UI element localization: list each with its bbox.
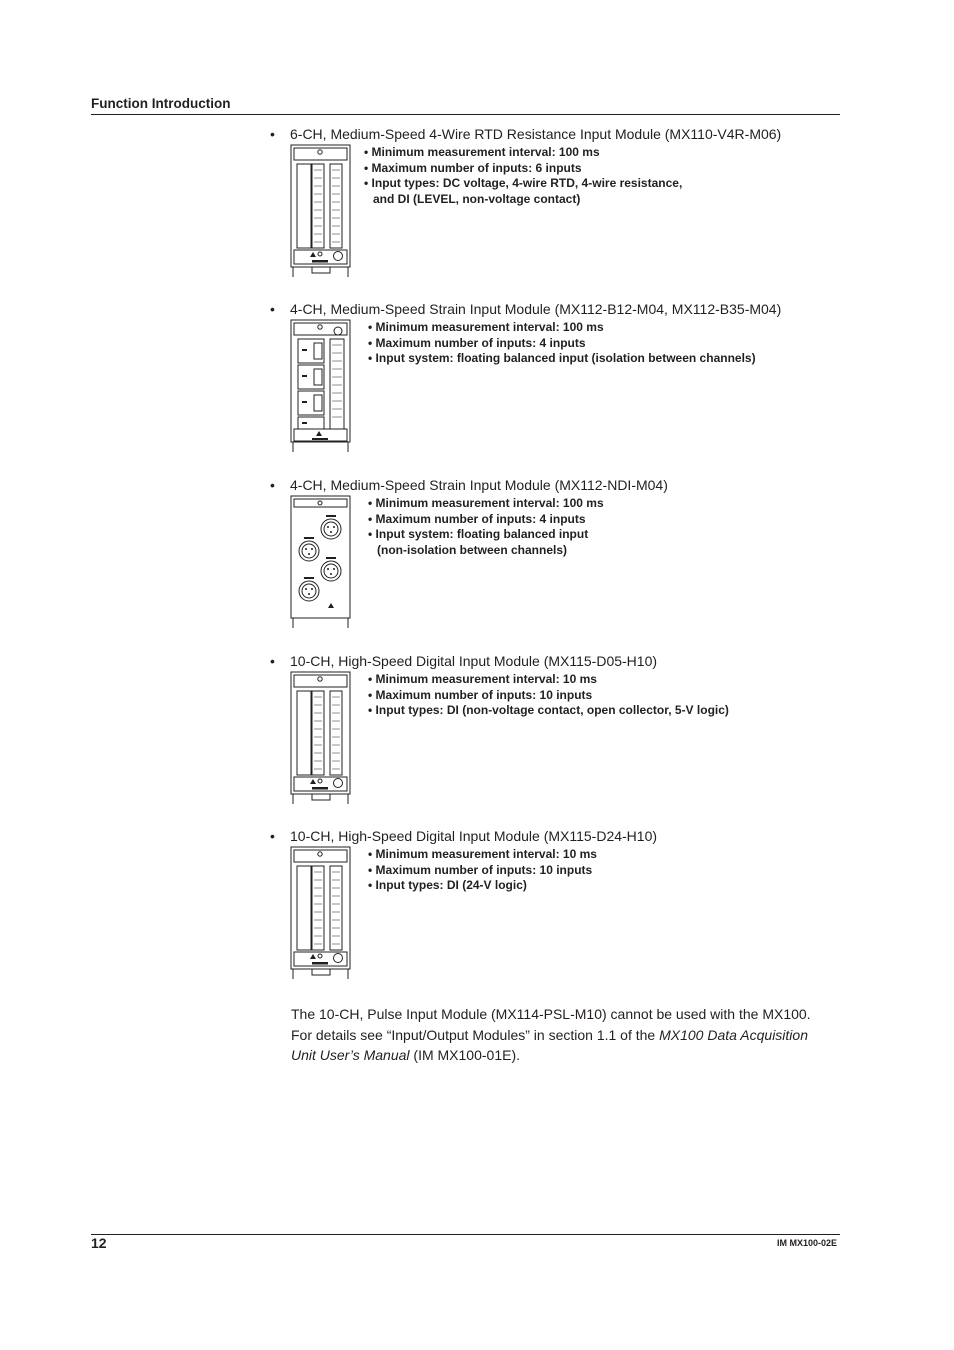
spec-list [368, 847, 597, 894]
module-entry-rtd [270, 126, 840, 286]
footer-rule [91, 1234, 840, 1235]
bullet: • [270, 828, 275, 844]
spec-item: • Minimum measurement interval: 10 ms [368, 847, 597, 861]
spec-item: • Maximum number of inputs: 4 inputs [368, 511, 586, 526]
bullet: • [270, 301, 275, 317]
strain-module-illustration [290, 319, 352, 453]
module-title: • 4-CH, Medium-Speed Strain Input Module (MX112-NDI-M04) [270, 477, 668, 493]
module-title: • 6-CH, Medium-Speed 4-Wire RTD Resistance Input Module (MX110-V4R-M06) [270, 126, 782, 142]
digital-module-illustration [290, 671, 352, 805]
digital-module-illustration [290, 846, 352, 980]
module-entry-digital-d24 [270, 828, 840, 988]
spec-item: • Input types: DI (non-voltage contact, open collector, 5-V logic) [368, 703, 729, 717]
section-header-title: Function Introduction [91, 96, 231, 111]
spec-item: • Minimum measurement interval: 10 ms [368, 672, 597, 686]
spec-item: • Input system: floating balanced input [368, 527, 589, 541]
spec-item: • Maximum number of inputs: 4 inputs [368, 335, 586, 350]
spec-item: • Input system: floating balanced input (isolation between channels) [368, 351, 756, 365]
terminal-module-illustration [290, 144, 352, 278]
spec-item-continuation: and DI (LEVEL, non-voltage contact) [373, 191, 581, 206]
document-id: IM MX100-02E [777, 1238, 838, 1248]
spec-item: • Minimum measurement interval: 100 ms [364, 145, 600, 159]
spec-item: • Input types: DI (24-V logic) [368, 878, 527, 892]
ndi-module-illustration [290, 495, 352, 629]
pulse-module-note [291, 1004, 843, 1066]
spec-item-continuation: (non-isolation between channels) [377, 542, 568, 557]
spec-item: • Maximum number of inputs: 10 inputs [368, 687, 593, 702]
bullet: • [270, 477, 275, 493]
bullet: • [270, 126, 275, 142]
spec-item: • Minimum measurement interval: 100 ms [368, 496, 604, 510]
spec-list [368, 320, 756, 367]
spec-list [368, 496, 604, 558]
module-entry-strain-ndi [270, 477, 840, 637]
spec-item: • Maximum number of inputs: 6 inputs [364, 160, 582, 175]
module-entry-strain-b12 [270, 301, 840, 461]
note-line: Unit User’s Manual (IM MX100-01E). [291, 1047, 521, 1063]
spec-item: • Minimum measurement interval: 100 ms [368, 320, 604, 334]
note-line: The 10-CH, Pulse Input Module (MX114-PSL-M10) cannot be used with the MX100. [291, 1006, 811, 1022]
page-number: 12 [91, 1235, 107, 1251]
manual-title: MX100 Data Acquisition [659, 1026, 808, 1043]
spec-item: • Maximum number of inputs: 10 inputs [368, 862, 593, 877]
note-line: For details see “Input/Output Modules” in section 1.1 of the MX100 Data Acquisition [291, 1026, 808, 1043]
module-title: • 10-CH, High-Speed Digital Input Module (MX115-D05-H10) [270, 653, 658, 669]
header-rule [91, 114, 840, 115]
spec-list [368, 672, 729, 719]
module-title: • 4-CH, Medium-Speed Strain Input Module (MX112-B12-M04, MX112-B35-M04) [270, 301, 782, 317]
module-title: • 10-CH, High-Speed Digital Input Module (MX115-D24-H10) [270, 828, 658, 844]
spec-item: • Input types: DC voltage, 4-wire RTD, 4-wire resistance, [364, 176, 683, 190]
manual-title: Unit User’s Manual [291, 1047, 410, 1063]
spec-list [364, 145, 682, 207]
module-entry-digital-d05 [270, 653, 840, 813]
bullet: • [270, 653, 275, 669]
